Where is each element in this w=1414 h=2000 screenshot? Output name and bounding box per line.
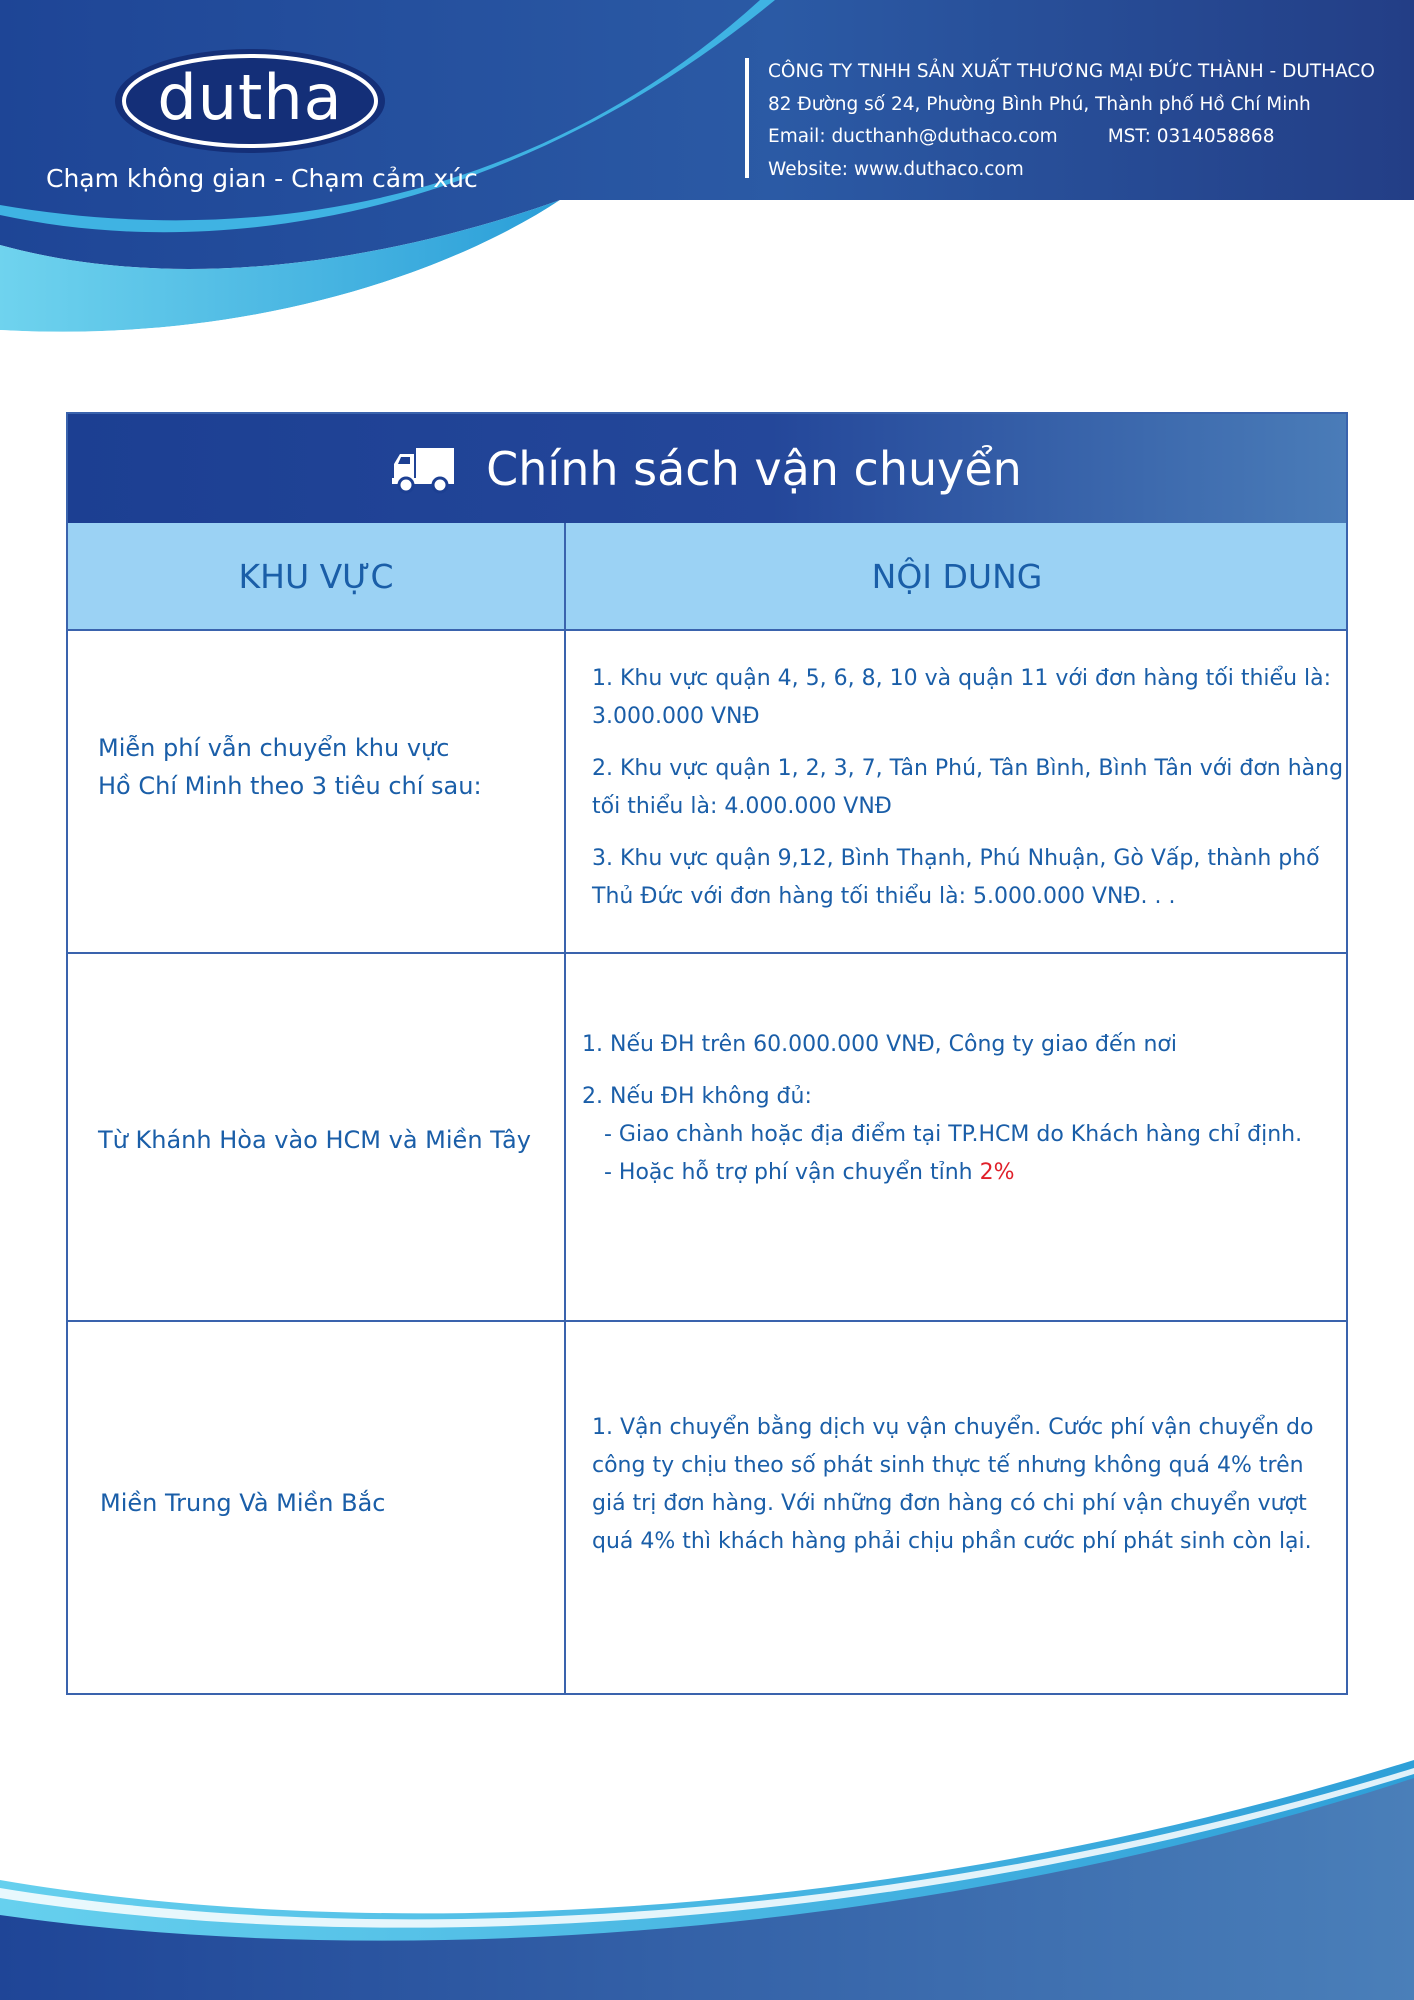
- list-item: 1. Khu vực quận 4, 5, 6, 8, 10 và quận 11 với đơn hàng tối thiểu là: 3.000.000 VNĐ: [592, 666, 1332, 729]
- header-divider: [745, 58, 749, 178]
- truck-icon: [392, 444, 456, 494]
- column-header-content: NỘI DUNG: [871, 556, 1043, 596]
- table-row-region: Từ Khánh Hòa vào HCM và Miền Tây: [98, 1126, 531, 1154]
- table-header-row: [68, 523, 1346, 631]
- sub-item: - Giao chành hoặc địa điểm tại TP.HCM do Khách hàng chỉ định.: [604, 1122, 1303, 1147]
- logo: [112, 46, 388, 156]
- table-row-region: Miền Trung Và Miền Bắc: [100, 1489, 386, 1517]
- column-header-region: KHU VỰC: [238, 556, 394, 596]
- row-divider: [68, 952, 1346, 954]
- region-line: Hồ Chí Minh theo 3 tiêu chí sau:: [98, 772, 482, 800]
- table-row-content: [592, 1409, 1332, 1575]
- table-row-content: [582, 1026, 1342, 1192]
- logo-text: dutha: [157, 60, 343, 134]
- sub-item-text: - Hoặc hỗ trợ phí vận chuyển tỉnh: [604, 1160, 980, 1185]
- highlight-percent: 2%: [979, 1160, 1015, 1185]
- sub-item: [582, 1154, 1342, 1192]
- list-item: 1. Vận chuyển bằng dịch vụ vận chuyển. Cước phí vận chuyển do công ty chịu theo số phát sinh thực tế nhưng không quá 4% trên giá trị đơn hàng. Với những đơn hàng có chi phí vận chuyển vượt quá 4% thì khách hàng phải chịu phần cước phí phát sinh còn lại.: [592, 1415, 1314, 1554]
- company-info: [768, 56, 1375, 186]
- company-website[interactable]: Website: www.duthaco.com: [768, 158, 1024, 180]
- company-address: 82 Đường số 24, Phường Bình Phú, Thành phố Hồ Chí Minh: [768, 93, 1311, 115]
- company-name: CÔNG TY TNHH SẢN XUẤT THƯƠNG MẠI ĐỨC THÀNH - DUTHACO: [768, 61, 1375, 82]
- list-item: 3. Khu vực quận 9,12, Bình Thạnh, Phú Nhuận, Gò Vấp, thành phố Thủ Đức với đơn hàng tối thiểu là: 5.000.000 VNĐ. . .: [592, 846, 1320, 909]
- column-divider: [564, 523, 566, 1695]
- shipping-policy-table: [66, 412, 1348, 1695]
- footer-background: [0, 1760, 1414, 2000]
- slogan: Chạm không gian - Chạm cảm xúc: [46, 164, 478, 193]
- region-line: Miễn phí vẫn chuyển khu vực: [98, 734, 450, 762]
- row-divider: [68, 1320, 1346, 1322]
- company-contact: [768, 121, 1375, 154]
- company-email[interactable]: Email: ducthanh@duthaco.com: [768, 126, 1058, 147]
- list-item: 1. Nếu ĐH trên 60.000.000 VNĐ, Công ty giao đến nơi: [582, 1032, 1177, 1057]
- table-row-region: [98, 729, 548, 805]
- policy-title: Chính sách vận chuyển: [486, 441, 1022, 496]
- policy-title-bar: [68, 414, 1346, 523]
- table-row-content: [592, 660, 1352, 930]
- list-item: 2. Khu vực quận 1, 2, 3, 7, Tân Phú, Tân Bình, Bình Tân với đơn hàng tối thiểu là: 4.000.000 VNĐ: [592, 756, 1344, 819]
- company-tax-code: MST: 0314058868: [1107, 126, 1275, 147]
- list-item: 2. Nếu ĐH không đủ:: [582, 1084, 812, 1109]
